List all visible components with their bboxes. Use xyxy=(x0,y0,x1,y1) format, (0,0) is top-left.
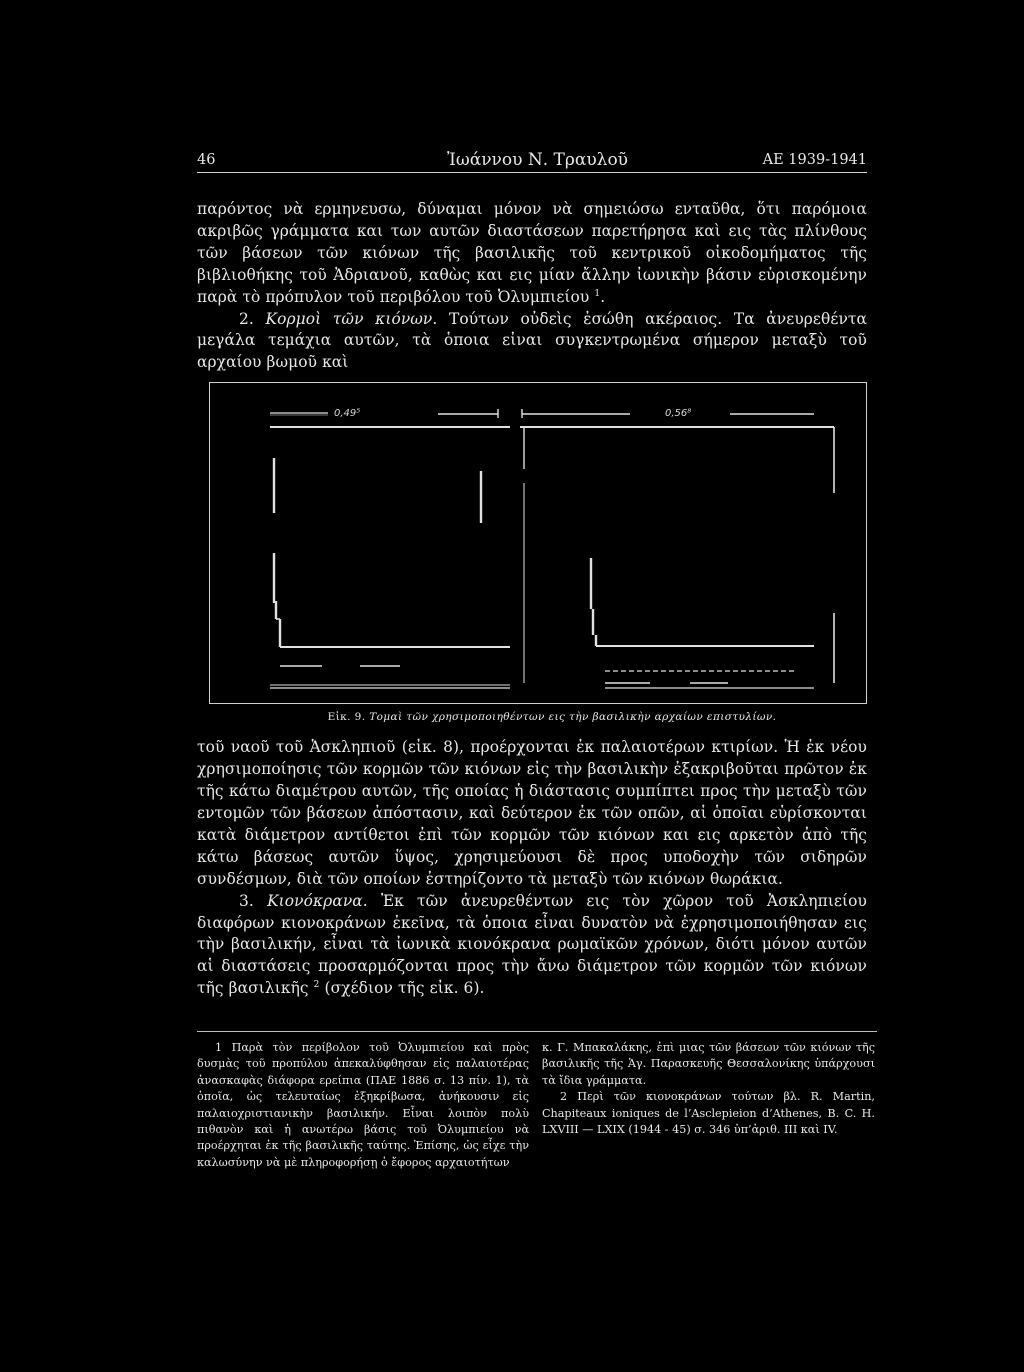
caption-text: Τομαὶ τῶν χρησιμοποιηθέντων εις τὴν βασιλικὴν αρχαίων επιστυλίων. xyxy=(369,711,777,724)
caption-number: Εἰκ. 9. xyxy=(327,711,366,724)
footnote-1: 1 Παρὰ τὸν περίβολον τοῦ Ὀλυμπιείου καὶ πρὸς δυσμὰς τοῦ προπύλου ἀπεκαλύφθησαν εἰς παλαιοτέρας ἀνασκαφὰς διάφορα ερείπια (ΠΑΕ 1886 σ. 13 πίν. 1), τὰ ὁποῖα, ὡς τελευταίως ἐξηκρίβωσα, ἀνήκουσιν εἰς παλαιοχριστιανικὴν βασιλικήν. Εἶναι λοιπὸν πολὺ πιθανὸν καὶ ἡ ανωτέρω βάσις τοῦ Ὀλυμπιείου νὰ προέρχηται ἐκ τῆς βασιλικῆς ταύτης. Ἐπίσης, ὡς εἶχε τὴν καλωσύνην νὰ μὲ πληροφορήσῃ ὁ ἔφορος αρχαιοτήτων xyxy=(197,1041,529,1169)
paragraph-4-end: (σχέδιον τῆς εἰκ. 6). xyxy=(324,979,485,998)
journal-volume: ΑΕ 1939-1941 xyxy=(762,152,867,168)
running-author: Ἰωάννου Ν. Τραυλοῦ xyxy=(447,150,629,170)
footnotes-right-column xyxy=(542,1040,875,1138)
dimension-label-right: 0,56⁸ xyxy=(665,408,692,420)
paragraph-3: τοῦ ναοῦ τοῦ Ἀσκληπιοῦ (εἰκ. 8), προέρχονται ἐκ παλαιοτέρων κτιρίων. Ἡ ἐκ νέου χρησιμοποίησις τῶν κορμῶν τῶν κιόνων εἰς τὴν βασιλικὴν ἐξακριβοῦται πρῶτον ἐκ τῆς κάτω διαμέτρου αυτῶν, τῆς οποίας ἡ διάστασις συμπίπτει προς τὴν μεταξὺ τῶν εντομῶν τῶν βάσεων ἀπόστασιν, καὶ δεύτερον ἐκ τῶν οπῶν, αἱ ὁποῖαι εὑρίσκονται κατὰ διάμετρον αντίθετοι ἐπὶ τῶν κορμῶν τῶν κιόνων και εις αρκετὸν ἀπὸ τῆς κάτω βάσεως αυτῶν ὕψος, χρησιμεύουσι δὲ προς υποδοχὴν τῶν σιδηρῶν συνδέσμων, διὰ τῶν οποίων ἐστηρίζοντο τὰ μεταξὺ τῶν κιόνων θωράκια. xyxy=(197,738,867,888)
paragraph-1-text: παρόντος νὰ ερμηνευσω, δύναμαι μόνον νὰ σημειώσω ενταῦθα, ὅτι παρόμοια ακριβῶς γράμματα και των αυτῶν διαστάσεων παρετήρησα καὶ εις τὰς πλίνθους τῶν βάσεων τῶν κιόνων τῆς βασιλικῆς τοῦ κεντρικοῦ οἰκοδομήματος τῆς βιβλιοθήκης τοῦ Ἀδριανοῦ, καθὼς και εις μίαν ἄλλην ἰωνικὴν βάσιν εὑρισκομένην παρὰ τὸ πρόπυλον τοῦ περιβόλου τοῦ Ὀλυμπιείου xyxy=(197,200,867,306)
running-header xyxy=(197,150,867,173)
section-heading-2: Κορμοὶ τῶν κιόνων. xyxy=(265,309,438,328)
dimension-label-left: 0,49⁵ xyxy=(334,408,361,420)
paragraph-4 xyxy=(197,891,867,1001)
paragraph-4-text: Ἐκ τῶν ἀνευρεθέντων εις τὸν χῶρον τοῦ Ἀσκληπιείου διαφόρων κιονοκράνων ἐκεῖνα, τὰ ὁποια εἶναι δυνατὸν νὰ ἐχρησιμοποιήθησαν εις τὴν βασιλικήν, εἶναι τὰ ἰωνικὰ κιονόκρανα ρωμαϊκῶν χρόνων, διότι μόνον αυτῶν αἱ διαστάσεις προσαρμόζονται προς τὴν ἄνω διάμετρον τῶν κορμῶν τῶν κιόνων τῆς βασιλικῆς xyxy=(197,891,867,998)
section-number-3: 3. xyxy=(239,891,254,910)
paragraph-2-text: Τούτων οὐδεὶς ἐσώθη ακέραιος. Τα ἀνευρεθέντα μεγάλα τεμάχια αυτῶν, τὰ ὁποια εἰναι συγκεντρωμένα σήμερον μεταξὺ τοῦ αρχαίου βωμοῦ καὶ xyxy=(197,309,868,372)
footnote-ref-1[interactable]: 1 xyxy=(594,288,601,299)
figure-9-drawing xyxy=(209,382,867,704)
paragraph-1-end: . xyxy=(600,287,606,306)
architrave-sections-drawing xyxy=(210,383,866,703)
paragraph-1 xyxy=(197,199,867,309)
page-number: 46 xyxy=(197,152,216,168)
footnote-ref-2[interactable]: 2 xyxy=(313,980,320,991)
paragraph-2 xyxy=(197,309,867,375)
section-heading-3: Κιονόκρανα. xyxy=(267,891,368,910)
figure-caption xyxy=(237,711,867,723)
page xyxy=(197,150,867,1000)
footnote-2: 2 Περὶ τῶν κιονοκράνων τούτων βλ. R. Martin, Chapiteaux ioniques de l’Asclepieion d’Athenes, B. C. H. LXVIII — LXIX (1944 - 45) σ. 346 ὑπ’ἀριθ. III καὶ IV. xyxy=(542,1090,875,1137)
footnote-1-continuation: κ. Γ. Μπακαλάκης, ἐπὶ μιας τῶν βάσεων τῶν κιόνων τῆς βασιλικῆς τῆς Ἁγ. Παρασκευῆς Θεσσαλονίκης ὑπάρχουσι τὰ ἴδια γράμματα. xyxy=(542,1041,875,1087)
footnotes xyxy=(197,1031,877,1169)
section-number-2: 2. xyxy=(239,309,254,328)
